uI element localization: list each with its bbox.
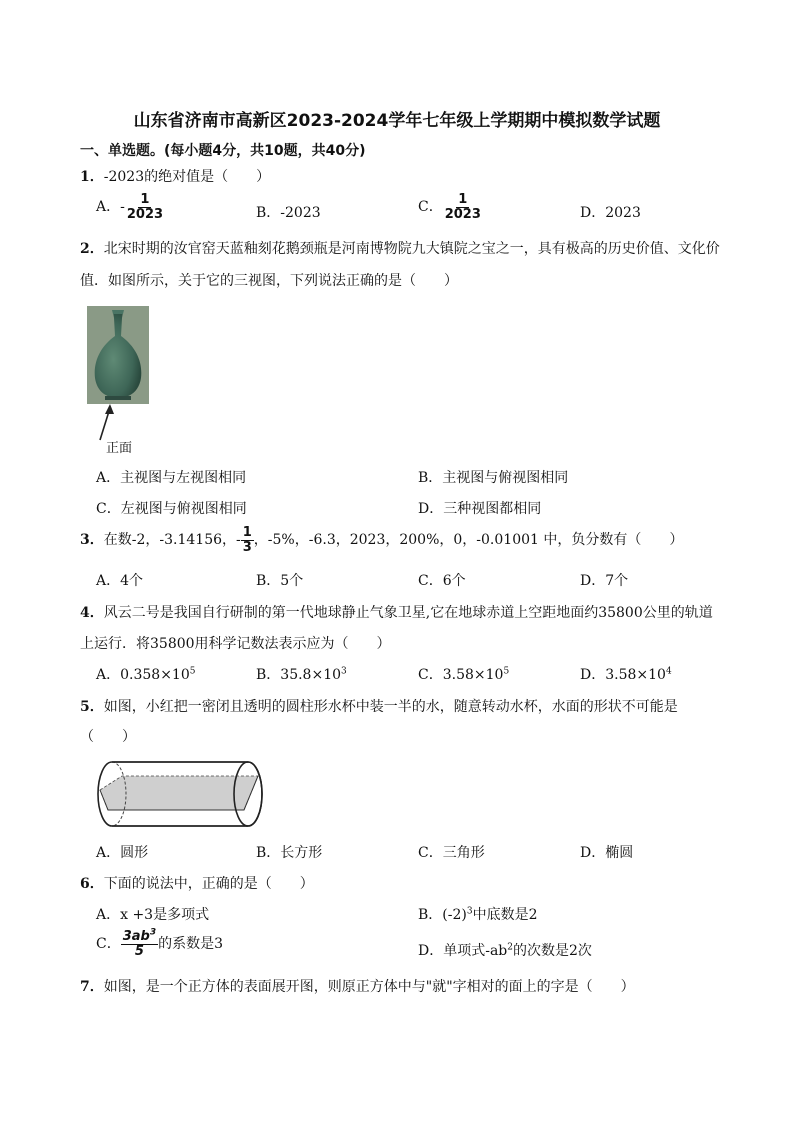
question-2-option-b[interactable]: B．主视图与俯视图相同: [418, 470, 569, 486]
page-title: 山东省济南市高新区2023-2024学年七年级上学期期中模拟数学试题: [133, 111, 661, 131]
question-1-number: 1．: [80, 169, 104, 185]
question-2-number: 2．: [80, 241, 104, 257]
question-3-option-d[interactable]: D．7个: [580, 573, 629, 589]
fraction: $\frac{1}{2023}$: [126, 192, 164, 222]
question-1-option-b[interactable]: B．-2023: [256, 205, 321, 221]
question-6-number: 6．: [80, 876, 104, 892]
question-3-stem: 3．在数-2，-3.14156，- $\frac{1}{3}$ ，-5%，-6.3，2023，200%，0，-0.01001 中，负分数有（ ）: [80, 525, 684, 555]
question-5-option-c[interactable]: C．三角形: [418, 845, 485, 861]
question-3-option-a[interactable]: A．4个: [96, 573, 144, 589]
question-6-option-d[interactable]: D．单项式$-ab^2$的次数是2次: [418, 942, 592, 959]
question-5-option-b[interactable]: B．长方形: [256, 845, 323, 861]
question-2-stem-line1: 2．北宋时期的汝官窑天蓝釉刻花鹅颈瓶是河南博物院九大镇院之宝之一，具有极高的历史价值、文化价: [80, 241, 720, 257]
cylinder-figure: [96, 760, 270, 828]
question-4-option-b[interactable]: B．$35.8\times 10^3$: [256, 666, 347, 683]
question-2-stem-line2: 值．如图所示，关于它的三视图，下列说法正确的是（ ）: [80, 273, 458, 289]
question-1-option-a[interactable]: A．- $\frac{1}{2023}$: [96, 192, 164, 222]
question-4-option-a[interactable]: A．$0.358\times 10^5$: [96, 666, 196, 683]
question-3-option-b[interactable]: B．5个: [256, 573, 304, 589]
question-3-number: 3．: [80, 532, 104, 549]
question-5-stem-line2: （ ）: [80, 729, 136, 745]
question-1-option-d[interactable]: D．2023: [580, 205, 641, 221]
question-6-stem: 6．下面的说法中，正确的是（ ）: [80, 876, 314, 892]
question-4-stem-line1: 4．风云二号是我国自行研制的第一代地球静止气象卫星,它在地球赤道上空距地面约35800公里的轨道: [80, 605, 713, 621]
question-2-option-d[interactable]: D．三种视图都相同: [418, 501, 542, 517]
question-4-stem-line2: 上运行．将35800用科学记数法表示应为（ ）: [80, 636, 391, 652]
question-2-option-a[interactable]: A．主视图与左视图相同: [96, 470, 247, 486]
question-4-option-d[interactable]: D．$3.58\times 10^4$: [580, 666, 672, 683]
question-7-number: 7．: [80, 979, 104, 995]
fraction: $\frac{3ab^3}{5}$: [122, 927, 157, 959]
question-3-option-c[interactable]: C．6个: [418, 573, 466, 589]
question-1-option-c[interactable]: C． $\frac{1}{2023}$: [418, 192, 481, 222]
vase-photo: [87, 306, 149, 404]
question-1-stem: [80, 166, 270, 186]
arrow-icon: [96, 402, 120, 442]
fraction: $\frac{1}{3}$: [242, 525, 252, 555]
question-4-option-c[interactable]: C．$3.58\times 10^5$: [418, 666, 510, 683]
question-6-option-b[interactable]: B．$(-2)^3$中底数是2: [418, 906, 538, 923]
question-1-text: -2023的绝对值是（ ）: [103, 169, 271, 185]
question-5-option-a[interactable]: A．圆形: [96, 845, 149, 861]
question-5-number: 5．: [80, 699, 104, 715]
question-6-option-c[interactable]: C． $\frac{3ab^3}{5}$ 的系数是3: [96, 927, 224, 959]
figure-label-front: 正面: [106, 441, 133, 456]
question-2-option-c[interactable]: C．左视图与俯视图相同: [96, 501, 247, 517]
question-7-stem: 7．如图，是一个正方体的表面展开图，则原正方体中与"就"字相对的面上的字是（ ）: [80, 979, 635, 995]
question-4-number: 4．: [80, 605, 104, 621]
question-6-option-a[interactable]: A．x +3是多项式: [96, 907, 210, 923]
fraction: $\frac{1}{2023}$: [444, 192, 481, 222]
question-5-option-d[interactable]: D．椭圆: [580, 845, 634, 861]
question-5-stem-line1: 5．如图，小红把一密闭且透明的圆柱形水杯中装一半的水，随意转动水杯，水面的形状不可能是: [80, 699, 678, 715]
section-heading-single-choice: 一、单选题。(每小题4分，共10题，共40分): [80, 143, 366, 159]
